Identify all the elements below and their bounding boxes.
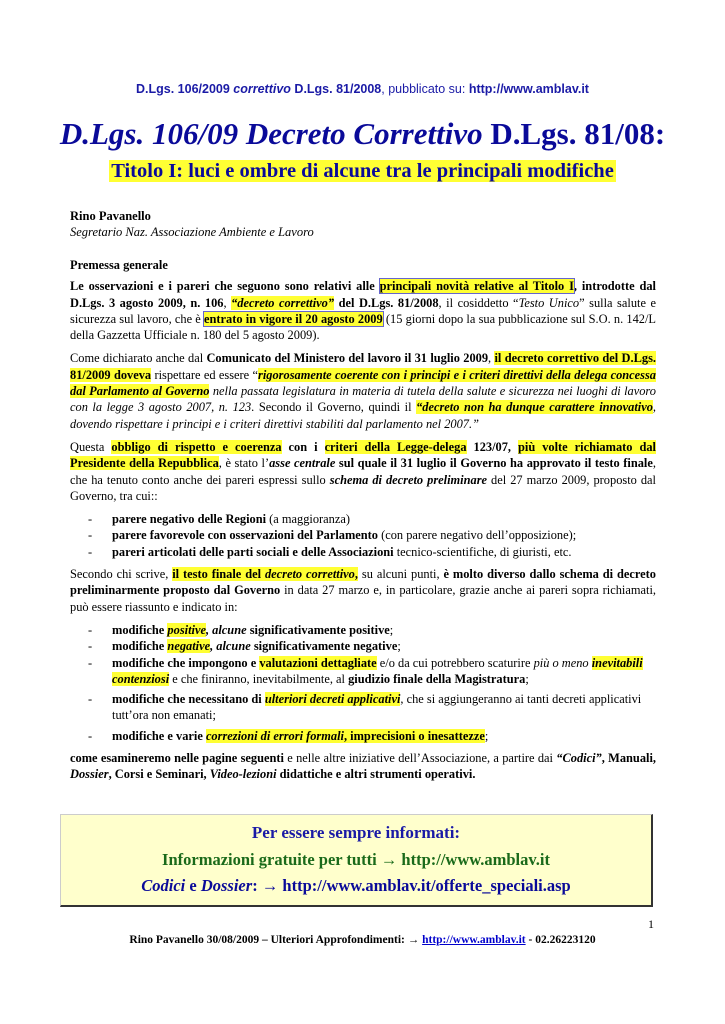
header-pub: , pubblicato su:: [381, 82, 466, 96]
page-title: [0, 116, 725, 152]
header-mid: D.Lgs. 81/2008: [290, 82, 382, 96]
info-box-link-offerte[interactable]: Codici e Dossier: → http://www.amblav.it/offerte_speciali.asp: [141, 876, 571, 895]
list-item: - parere favorevole con osservazioni del Parlamento (con parere negativo dell’opposizione);: [70, 527, 656, 543]
paragraph-2: Come dichiarato anche dal Comunicato del Ministero del lavoro il 31 luglio 2009, il decreto correttivo del D.Lgs. 81/2009 doveva rispettare ed essere “rigorosamente coerente con i principi e i criteri direttivi della delega concessa dal Parlamento al Governo nella passata legislatura in materia di tutela della salute e sicurezza nei luoghi di lavoro con la legge 3 agosto 2007, n. 123. Secondo il Governo, quindi il “decreto non ha dunque carattere innovativo, dovendo rispettare i principi e i criteri direttivi stabiliti dal parlamento nel 2007.”: [70, 351, 657, 431]
list-item: - parere negativo delle Regioni (a maggioranza): [70, 511, 656, 527]
header-url[interactable]: http://www.amblav.it: [465, 82, 589, 96]
list-item: - modifiche che impongono e valutazioni dettagliate e/o da cui potrebbero scaturire più o meno inevitabili contenziosi e che finiranno, inevitabilmente, al giudizio finale della Magistratura;: [70, 655, 656, 688]
paragraph-1: Le osservazioni e i pareri che seguono sono relativi alle principali novità relative al Titolo I, introdotte dal D.Lgs. 3 agosto 2009, n. 106, “decreto correttivo” del D.Lgs. 81/2008, il cosiddetto “Testo Unico” sulla salute e sicurezza sul lavoro, che è entrato in vigore il 20 agosto 2009 (15 giorni dopo la sua pubblicazione sul S.O. n. 142/L della Gazzetta Ufficiale n. 180 del 5 agosto 2009).: [70, 279, 657, 343]
author-block: [70, 208, 314, 240]
header-correttivo: correttivo: [233, 82, 291, 96]
footer-text: Rino Pavanello 30/08/2009 – Ulteriori Approfondimenti: →: [129, 934, 423, 946]
paragraph-3: Questa obbligo di rispetto e coerenza con i criteri della Legge-delega 123/07, più volte richiamato dal Presidente della Repubblica, è stato l’asse centrale sul quale il 31 luglio il Governo ha approvato il testo finale, che ha tenuto conto anche dei pareri espressi sullo schema di decreto preliminare del 27 marzo 2009, proposto dal Governo, tra cui::: [70, 439, 656, 503]
list-item: - modifiche e varie correzioni di errori formali, imprecisioni o inesattezze;: [70, 728, 656, 744]
footer-link[interactable]: http://www.amblav.it: [422, 934, 526, 946]
title-part1: D.Lgs. 106/09 Decreto Correttivo: [59, 116, 483, 151]
info-box-line1: Per essere sempre informati:: [251, 823, 461, 842]
paragraph-5: come esamineremo nelle pagine seguenti e nelle altre iniziative dell’Associazione, a partire dai “Codici”, Manuali, Dossier, Corsi e Seminari, Video-lezioni didattiche e altri strumenti operativi.: [70, 751, 656, 782]
list-item: - modifiche che necessitano di ulteriori decreti applicativi, che si aggiungeranno ai tanti decreti applicativi tutt’ora non emanati;: [70, 691, 656, 724]
title-part2: D.Lgs. 81/08:: [482, 116, 666, 151]
page-number: 1: [648, 917, 654, 931]
author-name: Rino Pavanello: [70, 209, 151, 223]
paragraph-4: Secondo chi scrive, il testo finale del decreto correttivo, su alcuni punti, è molto diverso dallo schema di decreto preliminarmente proposto dal Governo in data 27 marzo e, in particolare, grazie anche ai pareri sopra richiamati, può essere riassunto e indicato in:: [70, 567, 656, 614]
info-box: [60, 814, 653, 907]
document-body: [70, 257, 656, 790]
info-box-link-amblav[interactable]: Informazioni gratuite per tutti → http://www.amblav.it: [162, 850, 550, 869]
page-subtitle-wrap: [0, 160, 725, 183]
list-item: - modifiche negative, alcune significativamente negative;: [70, 638, 656, 654]
opinions-list: [70, 511, 656, 560]
header-line: [0, 82, 725, 96]
list-item: - modifiche positive, alcune significativamente positive;: [70, 622, 656, 638]
header-prefix: D.Lgs. 106/2009: [136, 82, 234, 96]
section-heading: Premessa generale: [70, 258, 168, 272]
author-role: Segretario Naz. Associazione Ambiente e Lavoro: [70, 225, 314, 239]
list-item: - pareri articolati delle parti sociali e delle Associazioni tecnico-scientifiche, di giuristi, etc.: [70, 544, 656, 560]
changes-list: [70, 622, 656, 744]
page-footer: [0, 934, 725, 946]
page-subtitle: Titolo I: luci e ombre di alcune tra le principali modifiche: [111, 160, 614, 182]
footer-phone: - 02.26223120: [525, 934, 596, 946]
